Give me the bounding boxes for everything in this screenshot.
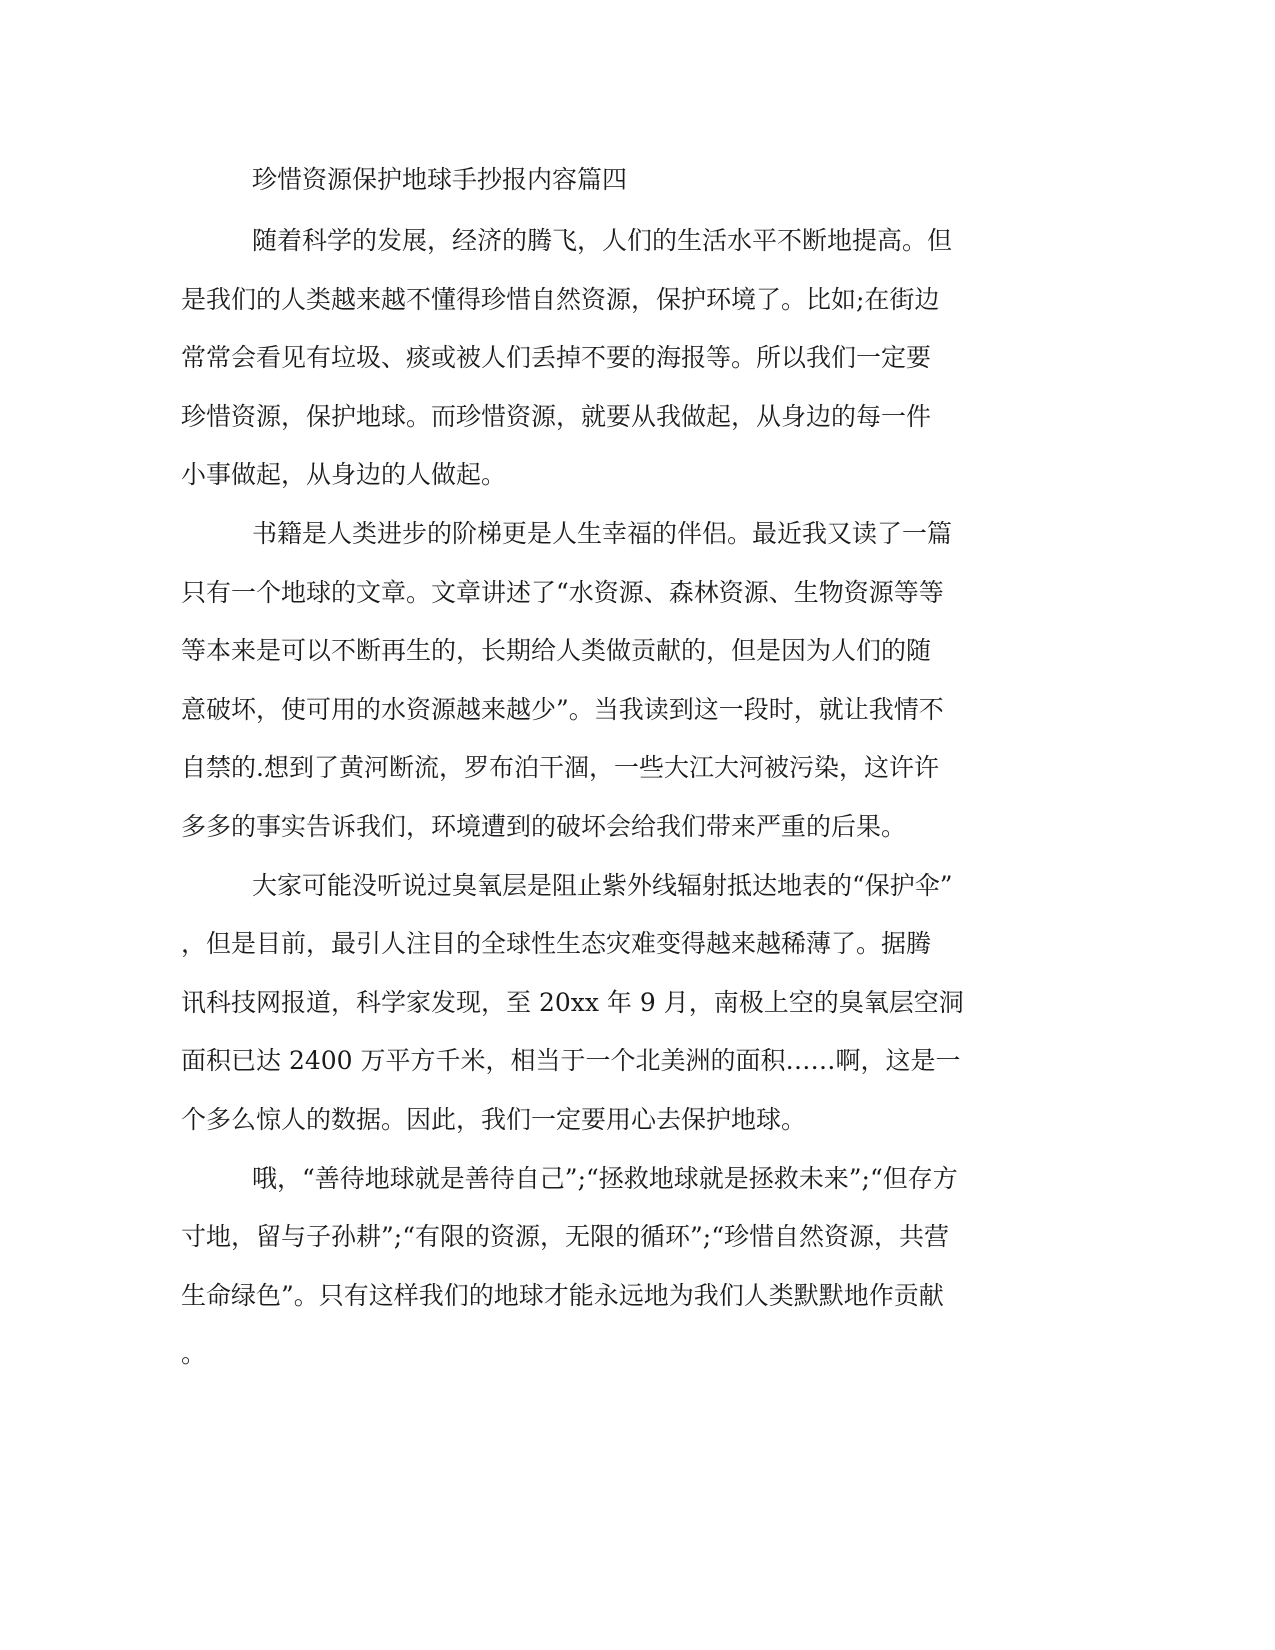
text-line: 等本来是可以不断再生的，长期给人类做贡献的，但是因为人们的随 — [181, 636, 932, 666]
paragraph — [181, 857, 1031, 1150]
text-line: 随着科学的发展，经济的腾飞，人们的生活水平不断地提高。但 — [252, 226, 953, 255]
text-line: 常常会看见有垃圾、痰或被人们丢掉不要的海报等。所以我们一定要 — [181, 343, 932, 373]
text-line: 哦，“善待地球就是善待自己”;“拯救地球就是拯救未来”;“但存方 — [252, 1163, 958, 1193]
text-line: 。 — [181, 1339, 207, 1369]
text-line: 只有一个地球的文章。文章讲述了“水资源、森林资源、生物资源等等 — [181, 577, 944, 607]
text-line: 是我们的人类越来越不懂得珍惜自然资源，保护环境了。比如;在街边 — [181, 284, 940, 314]
text-line: 大家可能没听说过臭氧层是阻止紫外线辐射抵达地表的“保护伞” — [252, 870, 953, 900]
text-line: 寸地，留与子孙耕”;“有限的资源，无限的循环”;“珍惜自然资源，共营 — [181, 1222, 949, 1252]
text-line: 多多的事实告诉我们，环境遭到的破坏会给我们带来严重的后果。 — [181, 811, 907, 841]
paragraph — [181, 505, 1031, 857]
document-body — [181, 212, 1031, 1384]
text-line: 意破坏，使可用的水资源越来越少”。当我读到这一段时，就让我情不 — [181, 694, 944, 724]
text-line: 珍惜资源，保护地球。而珍惜资源，就要从我做起，从身边的每一件 — [181, 401, 932, 431]
text-line: ，但是目前，最引人注目的全球性生态灾难变得越来越稀薄了。据腾 — [181, 929, 932, 959]
paragraph — [181, 1150, 1031, 1384]
document-title: 珍惜资源保护地球手抄报内容篇四 — [252, 165, 628, 194]
paragraph — [181, 212, 1031, 505]
text-line: 生命绿色”。只有这样我们的地球才能永远地为我们人类默默地作贡献 — [181, 1280, 944, 1310]
text-line: 讯科技网报道，科学家发现，至 20xx 年 9 月，南极上空的臭氧层空洞 — [181, 987, 964, 1017]
text-line: 书籍是人类进步的阶梯更是人生幸福的伴侣。最近我又读了一篇 — [252, 518, 953, 548]
text-line: 自禁的.想到了黄河断流，罗布泊干涸，一些大江大河被污染，这许许 — [181, 753, 939, 783]
text-line: 小事做起，从身边的人做起。 — [181, 460, 507, 490]
text-line: 面积已达 2400 万平方千米，相当于一个北美洲的面积……啊，这是一 — [181, 1046, 961, 1076]
text-line: 个多么惊人的数据。因此，我们一定要用心去保护地球。 — [181, 1104, 807, 1134]
